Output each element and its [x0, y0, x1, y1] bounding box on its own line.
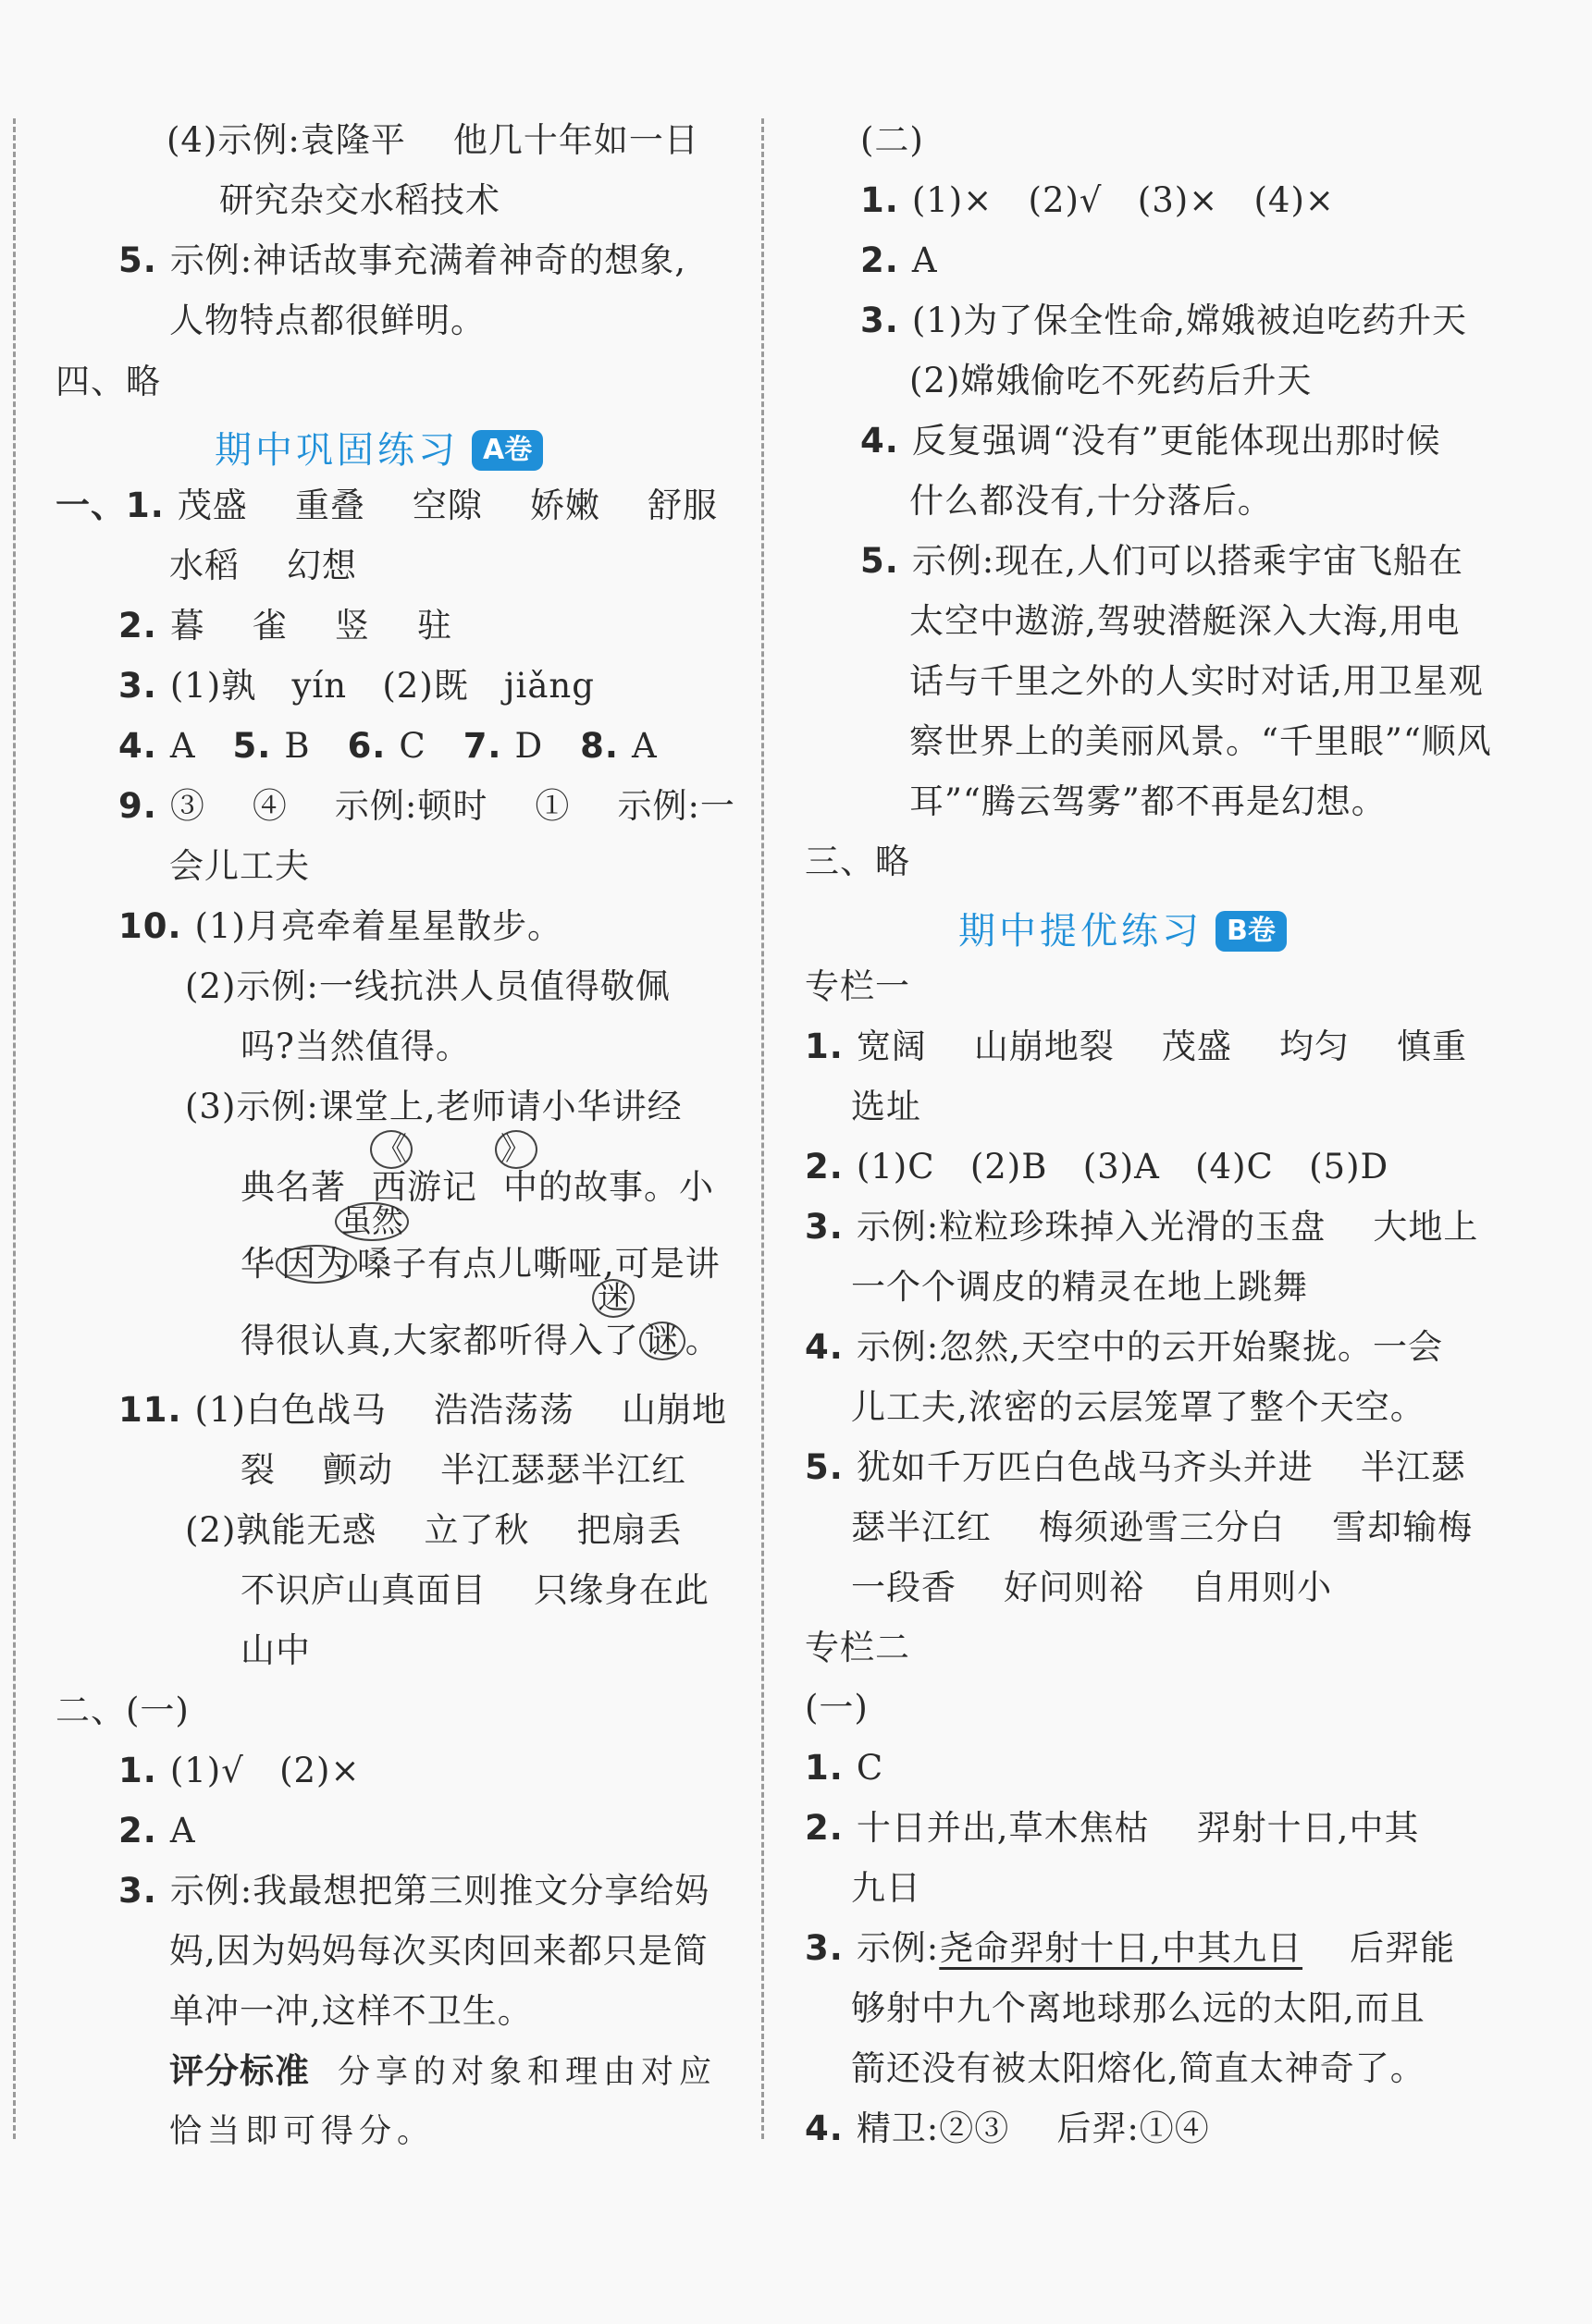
answer-line: 选址	[851, 1087, 921, 1126]
answer-line: (4)示例:袁隆平 他几十年如一日	[167, 120, 699, 160]
answer-line: 恰当即可得分。	[169, 2113, 436, 2150]
circled-word: 谜	[639, 1322, 685, 1360]
answer-line: 9. ③ ④ 示例:顿时 ① 示例:一	[118, 786, 735, 826]
answer-line: 耳”“腾云驾雾”都不再是幻想。	[909, 781, 1387, 821]
answer-line: 2. 十日并出,草木焦枯 羿射十日,中其	[805, 1808, 1420, 1848]
answer-line: 吗?当然值得。	[241, 1027, 471, 1066]
answer-line: 裂 颤动 半江瑟瑟半江红	[241, 1450, 687, 1490]
answer-line: (2)嫦娥偷吃不死药后升天	[909, 361, 1313, 400]
answer-line: 1. (1)√ (2)×	[118, 1751, 361, 1790]
answer-line: 话与千里之外的人实时对话,用卫星观	[909, 661, 1484, 701]
center-dashes	[761, 118, 764, 2139]
answer-line: 儿工夫,浓密的云层笼罩了整个天空。	[851, 1387, 1425, 1427]
answer-line: 瑟半江红 梅须逊雪三分白 雪却输梅	[851, 1507, 1474, 1547]
answer-line: 5. 示例:神话故事充满着神奇的想象,	[118, 240, 687, 280]
answer-line: 会儿工夫	[169, 846, 310, 886]
answer-line: 太空中遨游,驾驶潜艇深入大海,用电	[909, 601, 1461, 641]
answer-line: 1. C	[805, 1748, 884, 1788]
section-title: 二、(一)	[56, 1691, 190, 1730]
answer-line: 4. 反复强调“没有”更能体现出那时候	[860, 421, 1441, 461]
answer-line: 山中	[241, 1630, 311, 1670]
answer-line: (2)孰能无惑 立了秋 把扇丢	[185, 1510, 683, 1550]
answer-line: 妈,因为妈妈每次买肉回来都只是简	[169, 1931, 709, 1971]
answer-line: 察世界上的美丽风景。“千里眼”“顺风	[909, 721, 1492, 761]
answer-line: 2. A	[860, 240, 938, 280]
answer-line: 3. 示例:粒粒珍珠掉入光滑的玉盘 大地上	[805, 1207, 1479, 1247]
answer-line: 九日	[851, 1868, 921, 1908]
answer-line: 5. 示例:现在,人们可以搭乘宇宙飞船在	[860, 541, 1464, 581]
answer-line: 水稻 幻想	[169, 546, 358, 585]
circled-word: 因为	[276, 1245, 357, 1284]
answer-line: 华 因为 嗓子有点儿嘶哑,可是讲	[241, 1244, 721, 1284]
answer-line: 3. 示例:尧命羿射十日,中其九日 后羿能	[805, 1928, 1456, 1968]
answer-line: 得很认真,大家都听得入了 谜 。	[241, 1321, 721, 1360]
answer-line: 一段香 好问则裕 自用则小	[851, 1568, 1333, 1607]
answer-line: 什么都没有,十分落后。	[909, 481, 1273, 521]
answer-line: 4. 精卫:②③ 后羿:①④	[805, 2109, 1210, 2148]
answer-line: 5. 犹如千万匹白色战马齐头并进 半江瑟	[805, 1447, 1466, 1487]
heading-midterm-b: 期中提优练习 B卷	[958, 902, 1287, 954]
answer-line: 够射中九个离地球那么远的太阳,而且	[851, 1988, 1425, 2028]
answer-line: 一个个调皮的精灵在地上跳舞	[851, 1267, 1308, 1307]
b-badge: B卷	[1216, 911, 1287, 952]
answer-line: 一、1. 茂盛 重叠 空隙 娇嫩 舒服	[56, 486, 718, 525]
answer-line: 箭还没有被太阳熔化,简直太神奇了。	[851, 2048, 1425, 2088]
column-title: 专栏二	[805, 1628, 910, 1667]
correction-mark: 《	[370, 1130, 413, 1169]
answer-line: 10. (1)月亮牵着星星散步。	[118, 906, 562, 946]
scoring-standard: 评分标准 分享的对象和理由对应	[169, 2051, 718, 2091]
answer-line: 1. 宽阔 山崩地裂 茂盛 均匀 慎重	[805, 1027, 1467, 1066]
column-title: 专栏一	[805, 966, 910, 1006]
left-margin-dashes	[13, 118, 16, 2139]
section-title: 三、略	[805, 842, 910, 881]
answer-line: 人物特点都很鲜明。	[169, 301, 486, 340]
a-badge: A卷	[472, 430, 543, 471]
correction-mark: 迷	[592, 1279, 635, 1318]
section-title: 四、略	[56, 362, 161, 401]
answer-line: 11. (1)白色战马 浩浩荡荡 山崩地	[118, 1390, 728, 1430]
heading-midterm-a: 期中巩固练习 A卷	[215, 421, 543, 473]
answer-line: 2. (1)C (2)B (3)A (4)C (5)D	[805, 1147, 1389, 1187]
underlined-quote: 尧命羿射十日,中其九日	[939, 1928, 1303, 1968]
answer-line: 不识庐山真面目 只缘身在此	[241, 1570, 710, 1610]
answer-line: 研究杂交水稻技术	[219, 180, 500, 220]
answer-line: 单冲一冲,这样不卫生。	[169, 1991, 533, 2031]
answer-line: 2. 暮 雀 竖 驻	[118, 606, 452, 646]
answer-line: 3. 示例:我最想把第三则推文分享给妈	[118, 1871, 710, 1911]
answer-line: 3. (1)孰 yín (2)既 jiǎng	[118, 666, 595, 706]
answer-line: 1. (1)× (2)√ (3)× (4)×	[860, 180, 1335, 220]
answer-line: 4. 示例:忽然,天空中的云开始聚拢。一会	[805, 1327, 1444, 1367]
answer-line: 3. (1)为了保全性命,嫦娥被迫吃药升天	[860, 301, 1467, 340]
correction-mark: 》	[495, 1130, 537, 1169]
answer-line: 4. A 5. B 6. C 7. D 8. A	[118, 726, 658, 766]
answer-line: 典名著 西游记 中的故事。小	[241, 1167, 714, 1207]
answer-line: (2)示例:一线抗洪人员值得敬佩	[185, 966, 671, 1006]
item-number: 5.	[118, 240, 157, 280]
section-title: (一)	[805, 1688, 869, 1728]
answer-line: (3)示例:课堂上,老师请小华讲经	[185, 1087, 683, 1126]
correction-mark: 虽然	[335, 1202, 409, 1241]
section-title: (二)	[860, 120, 924, 160]
answer-line: 2. A	[118, 1811, 196, 1851]
